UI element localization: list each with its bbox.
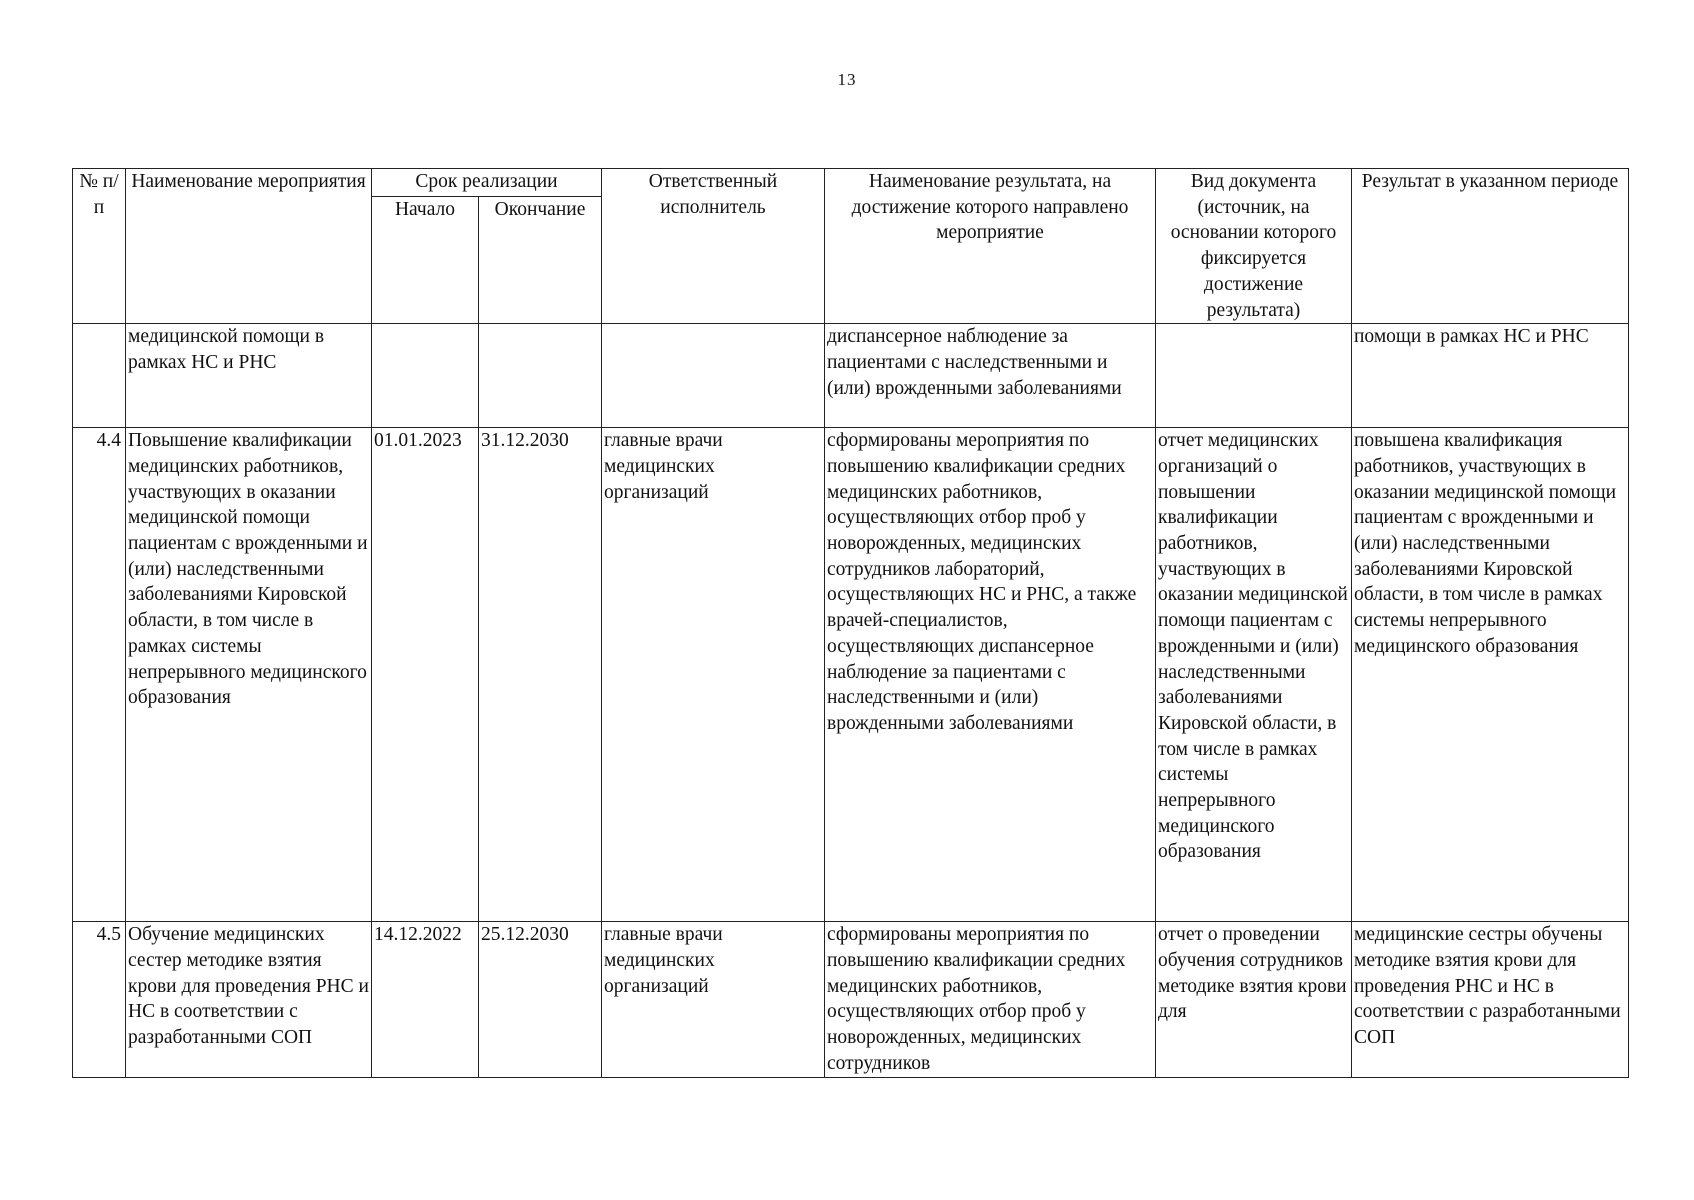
cell-num: 4.4 — [73, 428, 126, 922]
header-row — [73, 169, 1629, 197]
cell-start — [372, 324, 479, 428]
cell-start: 14.12.2022 — [372, 922, 479, 1078]
cell-num: 4.5 — [73, 922, 126, 1078]
header-end: Окончание — [479, 197, 602, 324]
cell-doc-type: отчет о проведении обучения сотрудников методике взятия крови для — [1156, 922, 1352, 1078]
cell-result: помощи в рамках НС и РНС — [1352, 324, 1629, 428]
cell-responsible — [602, 324, 825, 428]
cell-end — [479, 324, 602, 428]
cell-result-name: сформированы мероприятия по повышению квалификации средних медицинских работников, осуществляющих отбор проб у новорожденных, медицинских сотрудников лабораторий, осуществляющих НС и РНС, а также врачей-специалистов, осуществляющих диспансерное наблюдение за пациентами с наследственными и (или) врожденными заболеваниями — [825, 428, 1156, 922]
header-period: Срок реализации — [372, 169, 602, 197]
header-result-name: Наименование результата, на достижение которого направлено мероприятие — [825, 169, 1156, 324]
header-result: Результат в указанном периоде — [1352, 169, 1629, 324]
table-row — [73, 324, 1629, 428]
cell-result: медицинские сестры обучены методике взятия крови для проведения РНС и НС в соответствии с разработанными СОП — [1352, 922, 1629, 1078]
cell-end: 31.12.2030 — [479, 428, 602, 922]
cell-doc-type: отчет медицинских организаций о повышении квалификации работников, участвующих в оказании медицинской помощи пациентам с врожденными и (или) наследственными заболеваниями Кировской области, в том числе в рамках системы непрерывного медицинского образования — [1156, 428, 1352, 922]
table-row — [73, 922, 1629, 1078]
cell-result: повышена квалификация работников, участвующих в оказании медицинской помощи пациентам с врожденными и (или) наследственными заболеваниями Кировской области, в том числе в рамках системы непрерывного медицинского образования — [1352, 428, 1629, 922]
cell-doc-type — [1156, 324, 1352, 428]
cell-name: Обучение медицинских сестер методике взятия крови для проведения РНС и НС в соответствии с разработанными СОП — [126, 922, 372, 1078]
action-plan-table — [72, 168, 1629, 1078]
cell-num — [73, 324, 126, 428]
cell-result-name: сформированы мероприятия по повышению квалификации средних медицинских работников, осуществляющих отбор проб у новорожденных, медицинских сотрудников — [825, 922, 1156, 1078]
cell-name: Повышение квалификации медицинских работников, участвующих в оказании медицинской помощи пациентам с врожденными и (или) наследственными заболеваниями Кировской области, в том числе в рамках системы непрерывного медицинского образования — [126, 428, 372, 922]
cell-responsible: главные врачи медицинских организаций — [602, 922, 825, 1078]
header-responsible: Ответственный исполнитель — [602, 169, 825, 324]
header-doc-type: Вид документа (источник, на основании которого фиксируется достижение результата) — [1156, 169, 1352, 324]
header-num: № п/п — [73, 169, 126, 324]
cell-end: 25.12.2030 — [479, 922, 602, 1078]
cell-name: медицинской помощи в рамках НС и РНС — [126, 324, 372, 428]
table-row — [73, 428, 1629, 922]
page-number: 13 — [837, 70, 857, 89]
cell-responsible: главные врачи медицинских организаций — [602, 428, 825, 922]
header-start: Начало — [372, 197, 479, 324]
cell-start: 01.01.2023 — [372, 428, 479, 922]
cell-result-name: диспансерное наблюдение за пациентами с наследственными и (или) врожденными заболеваниями — [825, 324, 1156, 428]
header-name: Наименование мероприятия — [126, 169, 372, 324]
